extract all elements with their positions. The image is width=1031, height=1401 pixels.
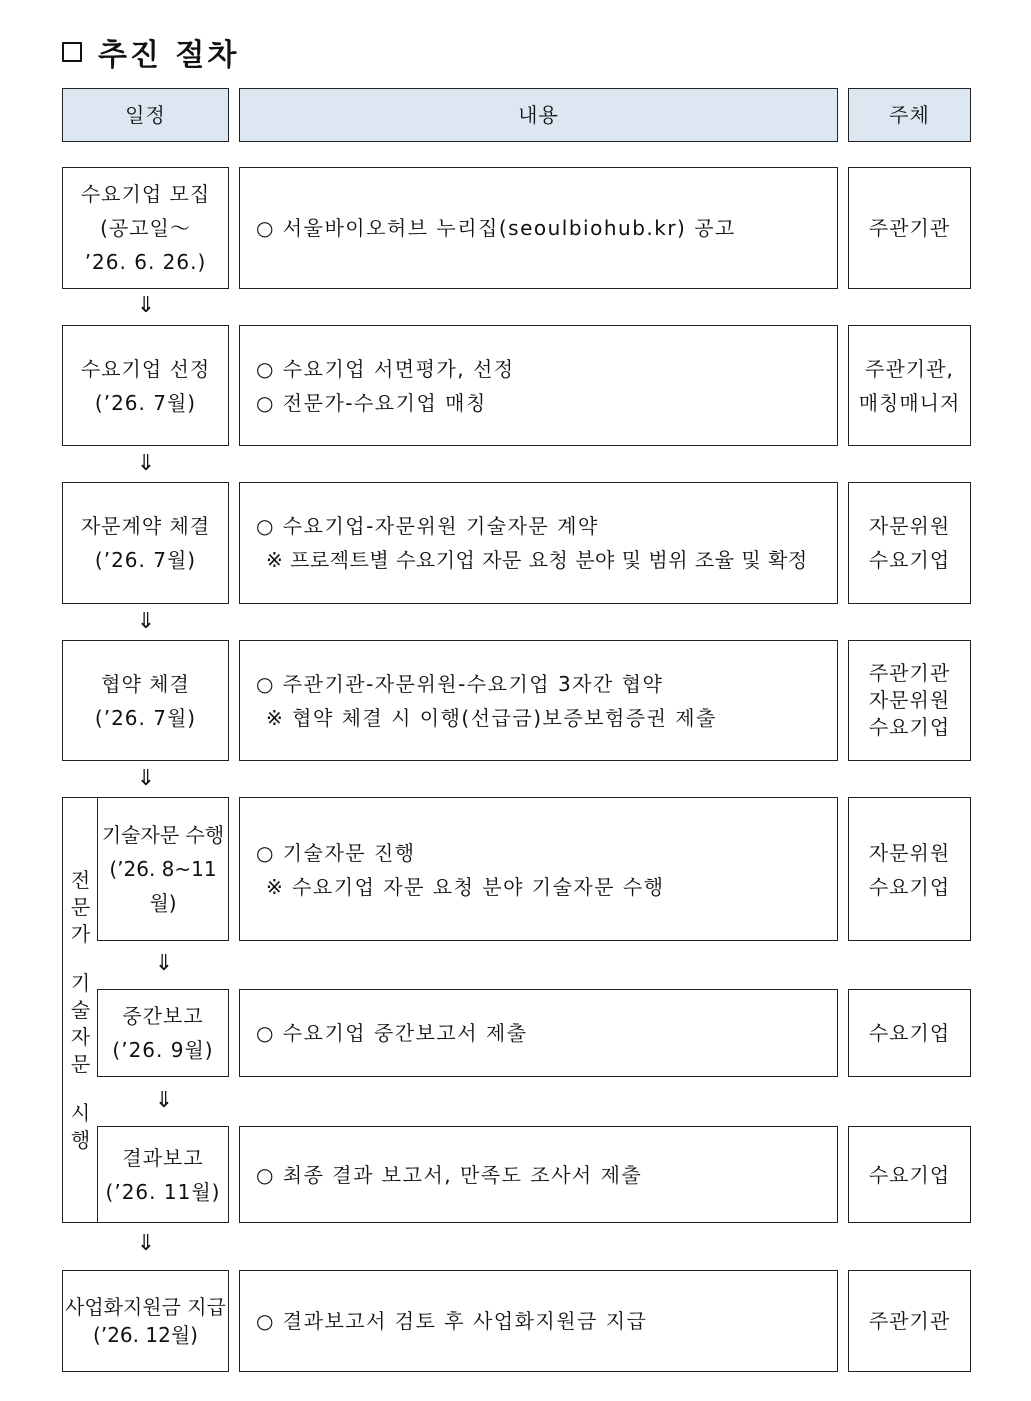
step-7-content [239,1126,838,1223]
down-arrow-icon: ⇓ [136,293,156,318]
down-arrow-icon: ⇓ [136,1231,156,1256]
step-2-schedule [62,325,229,446]
subject-line: 자문위원 [868,514,951,538]
step-3-content [239,482,838,604]
content-line: ○ 결과보고서 검토 후 사업화지원금 지급 [256,1309,648,1333]
step-4-subject [848,640,971,761]
step-1-subject [848,167,971,289]
content-line: ○ 수요기업 중간보고서 제출 [256,1021,528,1045]
schedule-line: (’26. 12월) [93,1323,198,1347]
subject-line: 수요기업 [868,548,951,572]
step-1-schedule [62,167,229,289]
schedule-line: (’26. 9월) [112,1038,214,1062]
schedule-line: 결과보고 [122,1145,204,1170]
checkbox-square-icon [62,42,82,62]
content-line: ○ 기술자문 진행 [256,841,416,865]
step-8-schedule [62,1270,229,1372]
step-8-content [239,1270,838,1372]
group-label-expert-consulting [62,797,98,1223]
subject-line: 수요기업 [868,715,951,739]
schedule-line: (공고일～ [100,216,191,240]
step-4-schedule [62,640,229,761]
content-line: ○ 수요기업 서면평가, 선정 [256,356,515,381]
content-line: ○ 수요기업-자문위원 기술자문 계약 [256,514,599,538]
content-line: ○ 서울바이오허브 누리집(seoulbiohub.kr) 공고 [256,216,736,240]
header-schedule [62,88,229,142]
down-arrow-icon: ⇓ [154,951,174,976]
subject-line: 주관기관 [868,1309,951,1333]
subject-line: 수요기업 [868,875,951,899]
step-2-subject [848,325,971,446]
content-line: ○ 전문가-수요기업 매칭 [256,390,487,415]
schedule-line: 협약 체결 [101,671,190,696]
header-content [239,88,838,142]
section-title-text: 추진 절차 [98,38,240,73]
schedule-line: (’26. 8~11월) [109,857,217,915]
section-title [62,30,239,74]
step-7-subject [848,1126,971,1223]
subject-line: 주관기관 [868,661,951,685]
subject-line: 수요기업 [868,1021,951,1045]
group-label-char: 문 [70,894,91,919]
down-arrow-icon: ⇓ [136,451,156,476]
subject-line: 주관기관 [868,216,951,240]
step-5-subject [848,797,971,941]
group-label-char: 자 [70,1024,91,1049]
group-label-char: 기 [70,970,91,995]
schedule-line: (’26. 7월) [94,705,197,730]
step-1-content [239,167,838,289]
schedule-line: (’26. 7월) [94,548,197,572]
group-label-char: 술 [70,997,91,1022]
header-schedule-label: 일정 [125,103,166,127]
content-line: ○ 주관기관-자문위원-수요기업 3자간 협약 [256,671,664,696]
schedule-line: 자문계약 체결 [80,514,211,538]
content-note: ※ 협약 체결 시 이행(선급금)보증보험증권 제출 [266,705,717,730]
subject-line: 매칭매니저 [858,390,961,415]
step-5-content [239,797,838,941]
schedule-line: 수요기업 모집 [80,182,211,206]
step-6-subject [848,989,971,1077]
step-8-subject [848,1270,971,1372]
down-arrow-icon: ⇓ [136,766,156,791]
step-3-schedule [62,482,229,604]
schedule-line: 기술자문 수행 [101,823,225,847]
down-arrow-icon: ⇓ [154,1088,174,1113]
header-subject-label: 주체 [889,103,930,127]
step-7-schedule [97,1126,229,1223]
group-label-char: 시 [70,1100,91,1125]
schedule-line: (’26. 11월) [105,1179,221,1204]
group-label-char: 행 [70,1127,91,1152]
subject-line: 자문위원 [868,841,951,865]
down-arrow-icon: ⇓ [136,609,156,634]
schedule-line: (’26. 7월) [94,390,197,415]
step-6-content [239,989,838,1077]
header-content-label: 내용 [518,103,559,127]
group-label-char: 전 [70,867,91,892]
step-6-schedule [97,989,229,1077]
schedule-line: 중간보고 [122,1004,204,1028]
content-line: ○ 최종 결과 보고서, 만족도 조사서 제출 [256,1162,643,1187]
group-label-char: 가 [70,921,91,946]
schedule-line: 수요기업 선정 [80,356,211,381]
step-5-schedule [97,797,229,941]
group-label-char: 문 [70,1051,91,1076]
header-subject [848,88,971,142]
step-2-content [239,325,838,446]
subject-line: 자문위원 [868,688,951,712]
content-note: ※ 수요기업 자문 요청 분야 기술자문 수행 [266,875,665,899]
step-4-content [239,640,838,761]
content-note: ※ 프로젝트별 수요기업 자문 요청 분야 및 범위 조율 및 확정 [266,548,808,572]
subject-line: 주관기관, [865,356,954,381]
subject-line: 수요기업 [868,1162,951,1187]
schedule-line: 사업화지원금 지급 [65,1295,226,1319]
step-3-subject [848,482,971,604]
schedule-line: ’26. 6. 26.) [84,250,207,274]
